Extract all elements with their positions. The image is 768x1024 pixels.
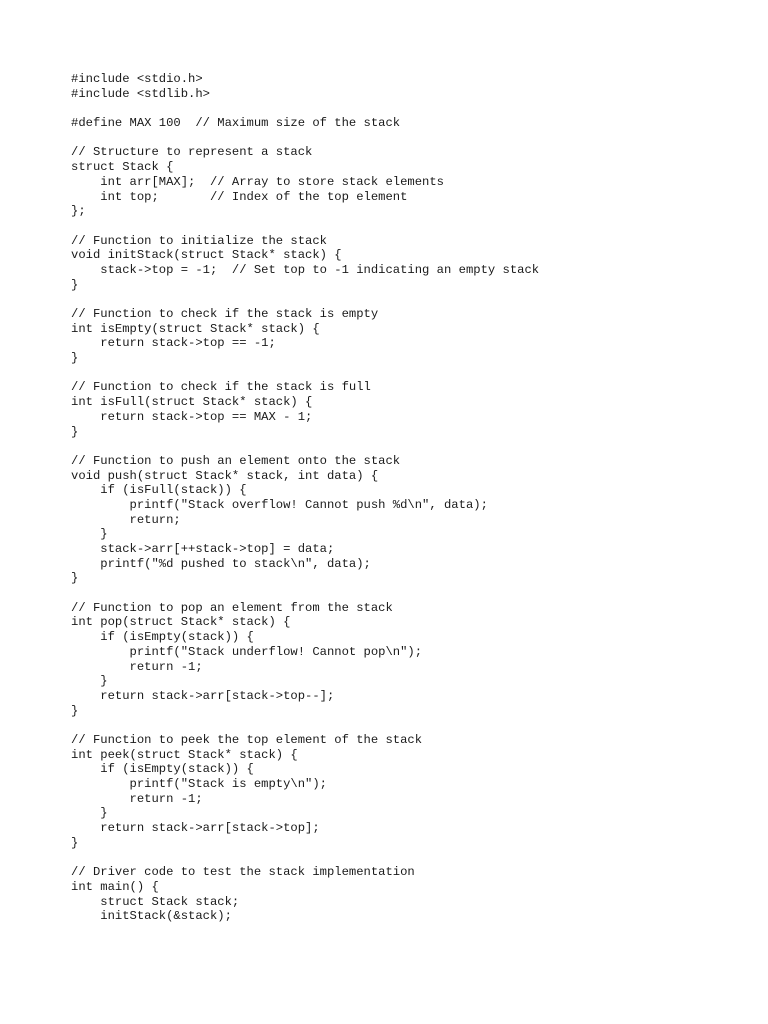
code-line: #define MAX 100 // Maximum size of the stack — [71, 116, 401, 131]
code-line: printf("Stack overflow! Cannot push %d\n", data); — [71, 497, 488, 512]
code-line: return stack->arr[stack->top--]; — [71, 688, 335, 703]
code-line: struct Stack stack; — [71, 894, 240, 909]
code-line: if (isEmpty(stack)) { — [71, 630, 254, 645]
code-line: } — [71, 571, 79, 586]
code-line: #include <stdlib.h> — [71, 86, 210, 101]
code-line: return -1; — [71, 659, 203, 674]
code-listing — [71, 72, 539, 924]
code-line — [71, 718, 539, 733]
code-line: stack->top = -1; // Set top to -1 indicating an empty stack — [71, 262, 540, 277]
code-line: void initStack(struct Stack* stack) { — [71, 248, 342, 263]
code-line: // Function to initialize the stack — [71, 233, 327, 248]
code-line: int isEmpty(struct Stack* stack) { — [71, 321, 320, 336]
code-line: int peek(struct Stack* stack) { — [71, 747, 298, 762]
code-line — [71, 366, 539, 381]
code-line: return stack->top == MAX - 1; — [71, 409, 313, 424]
code-line: int isFull(struct Stack* stack) { — [71, 395, 313, 410]
code-line: return stack->top == -1; — [71, 336, 276, 351]
code-line — [71, 850, 539, 865]
code-line: int top; // Index of the top element — [71, 189, 408, 204]
code-line: } — [71, 277, 79, 292]
code-line: } — [71, 703, 79, 718]
code-line: // Function to push an element onto the stack — [71, 453, 401, 468]
code-line: if (isFull(stack)) { — [71, 483, 247, 498]
code-line: } — [71, 351, 79, 366]
code-line: // Function to check if the stack is empty — [71, 307, 379, 321]
code-line: #include <stdio.h> — [71, 72, 203, 86]
code-line: // Function to check if the stack is full — [71, 380, 371, 395]
code-line: stack->arr[++stack->top] = data; — [71, 542, 335, 556]
code-line — [71, 131, 539, 146]
code-line: // Function to peek the top element of the stack — [71, 732, 423, 747]
code-line: // Function to pop an element from the stack — [71, 600, 393, 615]
code-line: // Driver code to test the stack implementation — [71, 865, 415, 880]
code-line: return stack->arr[stack->top]; — [71, 821, 320, 836]
code-line: } — [71, 424, 79, 439]
code-line: return -1; — [71, 791, 203, 806]
code-line: printf("%d pushed to stack\n", data); — [71, 556, 371, 571]
code-line: return; — [71, 512, 181, 527]
code-line — [71, 219, 539, 234]
code-line: if (isEmpty(stack)) { — [71, 762, 254, 777]
code-line: } — [71, 835, 79, 850]
code-line: } — [71, 527, 108, 542]
code-line: int main() { — [71, 879, 159, 894]
code-line: int pop(struct Stack* stack) { — [71, 615, 291, 630]
code-line: int arr[MAX]; // Array to store stack elements — [71, 174, 444, 189]
code-line: struct Stack { — [71, 160, 174, 175]
code-line: } — [71, 674, 108, 689]
code-line — [71, 586, 539, 601]
code-line: }; — [71, 204, 86, 219]
code-line — [71, 439, 539, 454]
code-line: void push(struct Stack* stack, int data) { — [71, 468, 379, 483]
code-line: printf("Stack is empty\n"); — [71, 777, 327, 791]
code-line: printf("Stack underflow! Cannot pop\n"); — [71, 644, 423, 659]
code-line: initStack(&stack); — [71, 909, 232, 924]
code-line — [71, 292, 539, 307]
code-line: } — [71, 806, 108, 821]
code-line: // Structure to represent a stack — [71, 145, 313, 160]
code-line — [71, 101, 539, 116]
